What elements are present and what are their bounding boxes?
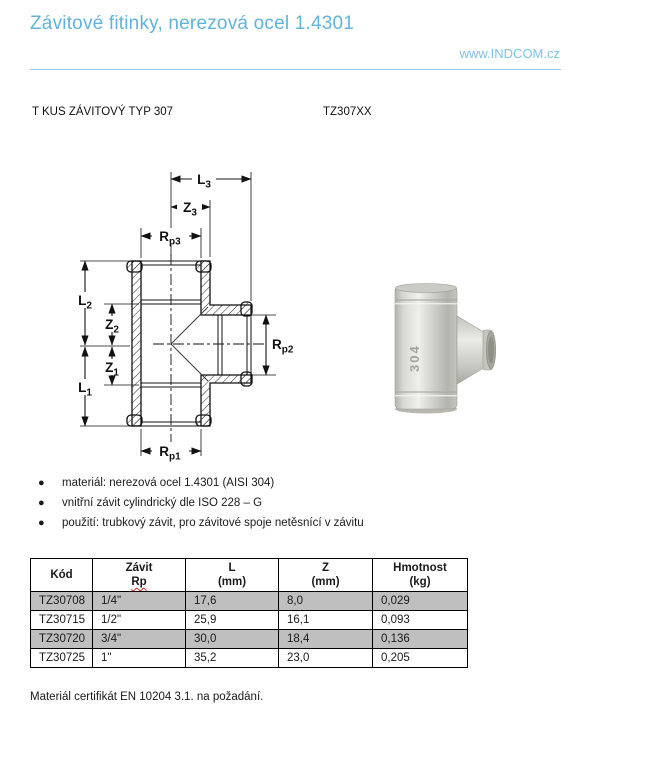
bullet-icon: ● [38, 497, 45, 509]
cell-l: 17,6 [186, 592, 279, 611]
cell-l: 35,2 [186, 649, 279, 668]
product-photo [383, 280, 501, 415]
feature-list [38, 477, 578, 537]
cell-zavit: 1/2" [93, 611, 186, 630]
cell-zavit: 1/4" [93, 592, 186, 611]
col-header-kod: Kód [31, 559, 93, 592]
fitting-section [127, 261, 252, 426]
cell-l: 25,9 [186, 611, 279, 630]
cell-hmotnost: 0,205 [373, 649, 468, 668]
product-heading: T KUS ZÁVITOVÝ TYP 307 [32, 106, 174, 118]
cell-hmotnost: 0,029 [373, 592, 468, 611]
dim-label-rp1: $R_{p1}$ [159, 444, 181, 463]
cell-kod: TZ30708 [31, 592, 93, 611]
cell-kod: TZ30725 [31, 649, 93, 668]
spellcheck-underline: Rp [131, 576, 147, 588]
dim-label-l2: $L_2$ [78, 293, 92, 312]
stamp-text: 304 [407, 344, 422, 372]
cell-kod: TZ30720 [31, 630, 93, 649]
dim-label-l3: $L_3$ [197, 172, 211, 191]
cell-kod: TZ30715 [31, 611, 93, 630]
table-row [31, 630, 468, 649]
dimensions-table [30, 558, 468, 668]
list-item-text: použití: trubkový závit, pro závitové spoje netěsnící v závitu [62, 517, 364, 529]
list-item [38, 517, 578, 530]
list-item-text: vnitřní závit cylindrický dle ISO 228 – G [62, 497, 263, 509]
list-item [38, 497, 578, 510]
list-item-text: materiál: nerezová ocel 1.4301 (AISI 304) [62, 477, 275, 489]
fitting-detail-lines [141, 261, 251, 426]
dim-label-l1: $L_1$ [78, 380, 92, 399]
dim-label-z1: $Z_1$ [105, 360, 119, 379]
dim-label-z3: $Z_3$ [183, 200, 197, 219]
technical-drawing [58, 158, 378, 468]
cell-z: 23,0 [279, 649, 373, 668]
cell-hmotnost: 0,136 [373, 630, 468, 649]
cell-z: 8,0 [279, 592, 373, 611]
cell-l: 30,0 [186, 630, 279, 649]
table-row [31, 592, 468, 611]
col-header-z: Z (mm) [279, 559, 373, 592]
table-header-row [31, 559, 468, 592]
col-header-l: L (mm) [186, 559, 279, 592]
cell-zavit: 3/4" [93, 630, 186, 649]
header-divider [30, 69, 561, 70]
bullet-icon: ● [38, 517, 45, 529]
certificate-note: Materiál certifikát EN 10204 3.1. na požadání. [30, 691, 264, 703]
cell-hmotnost: 0,093 [373, 611, 468, 630]
tee-body [395, 284, 496, 414]
table-row [31, 611, 468, 630]
website-link[interactable]: www.INDCOM.cz [459, 46, 560, 61]
dim-label-z2: $Z_2$ [105, 317, 119, 336]
cell-z: 18,4 [279, 630, 373, 649]
bullet-icon: ● [38, 477, 45, 489]
cell-zavit: 1" [93, 649, 186, 668]
cell-z: 16,1 [279, 611, 373, 630]
table-row [31, 649, 468, 668]
dim-label-rp3: $R_{p3}$ [159, 229, 181, 248]
page-title: Závitové fitinky, nerezová ocel 1.4301 [30, 13, 355, 34]
list-item [38, 477, 578, 490]
product-code: TZ307XX [323, 106, 372, 118]
dim-label-rp2: $R_{p2}$ [272, 337, 294, 356]
col-header-zavit: Závit Rp [93, 559, 186, 592]
col-header-hmotnost: Hmotnost (kg) [373, 559, 468, 592]
